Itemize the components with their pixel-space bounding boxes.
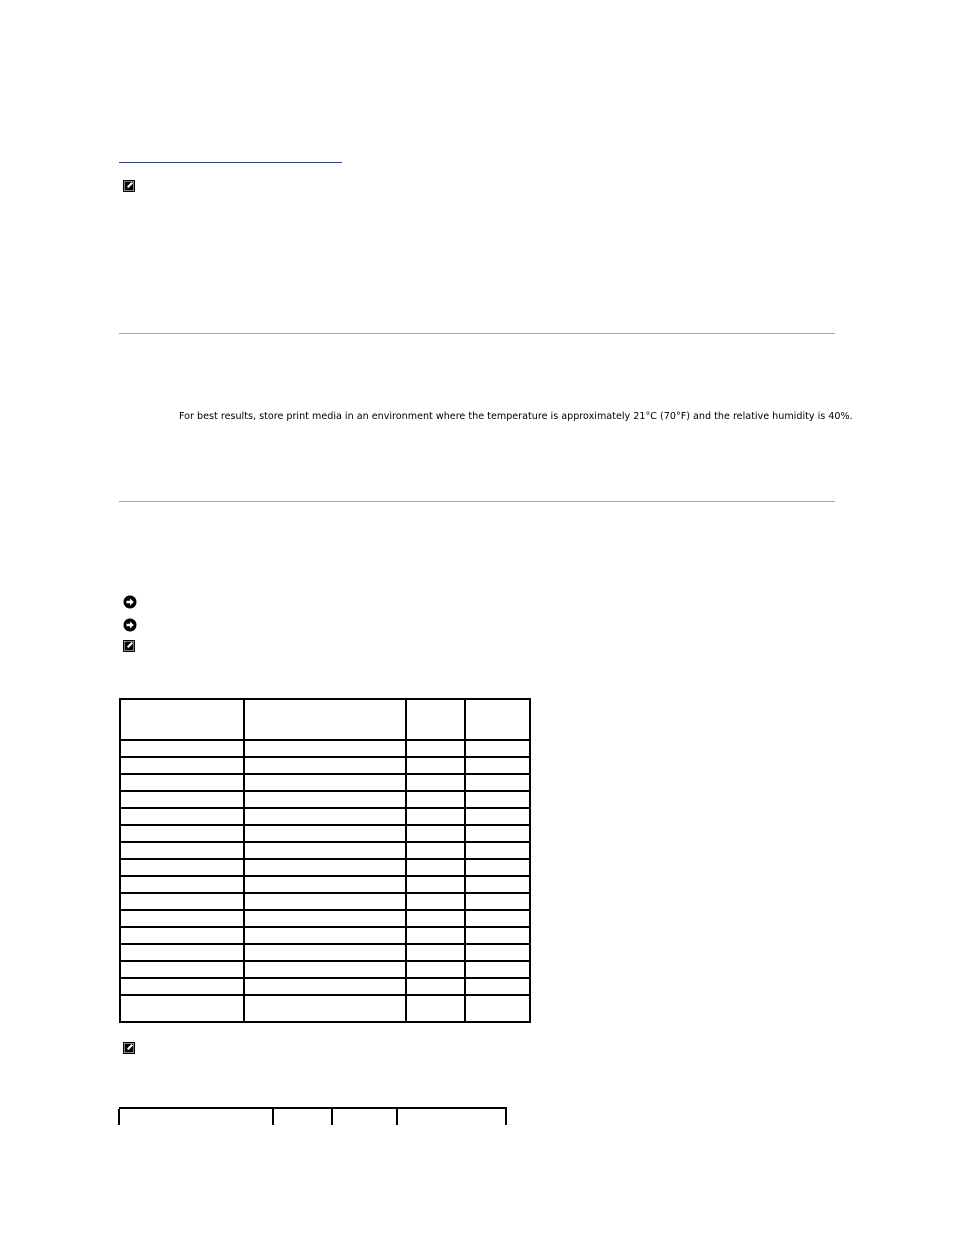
table-cell bbox=[120, 944, 244, 961]
table-cell bbox=[406, 927, 465, 944]
table-cell bbox=[465, 876, 530, 893]
table-cell bbox=[120, 825, 244, 842]
table-cell bbox=[465, 808, 530, 825]
note-pencil-icon bbox=[123, 640, 135, 652]
table-cell bbox=[406, 791, 465, 808]
table-cell bbox=[406, 842, 465, 859]
table-cell bbox=[120, 927, 244, 944]
second-table bbox=[119, 1107, 507, 1125]
table-cell bbox=[465, 825, 530, 842]
table-cell bbox=[465, 774, 530, 791]
table-header-row bbox=[120, 699, 530, 740]
table-cell bbox=[465, 842, 530, 859]
table-cell bbox=[406, 876, 465, 893]
table-cell bbox=[465, 791, 530, 808]
table-cell bbox=[244, 978, 406, 995]
table-cell bbox=[244, 842, 406, 859]
table-row bbox=[120, 910, 530, 927]
table-cell bbox=[244, 791, 406, 808]
table-cell bbox=[406, 893, 465, 910]
table-cell bbox=[406, 910, 465, 927]
table-cell bbox=[465, 859, 530, 876]
section-divider bbox=[119, 501, 835, 502]
table-cell bbox=[244, 910, 406, 927]
table-cell bbox=[120, 757, 244, 774]
table-cell bbox=[465, 910, 530, 927]
table-cell bbox=[465, 944, 530, 961]
table-row bbox=[120, 791, 530, 808]
table-cell bbox=[244, 825, 406, 842]
table-cell bbox=[406, 859, 465, 876]
table-cell bbox=[244, 995, 406, 1022]
table-row bbox=[120, 893, 530, 910]
table-row bbox=[120, 842, 530, 859]
table-cell bbox=[244, 740, 406, 757]
table-column-line bbox=[396, 1109, 398, 1125]
table-cell bbox=[244, 859, 406, 876]
table-cell bbox=[406, 699, 465, 740]
notice-arrow-icon bbox=[123, 595, 137, 609]
table-cell bbox=[120, 978, 244, 995]
table-cell bbox=[465, 927, 530, 944]
table-cell bbox=[465, 893, 530, 910]
table-cell bbox=[465, 757, 530, 774]
notice-arrow-icon bbox=[123, 618, 137, 632]
table-row bbox=[120, 978, 530, 995]
table-cell bbox=[120, 995, 244, 1022]
table-row bbox=[120, 825, 530, 842]
table-cell bbox=[244, 699, 406, 740]
table-cell bbox=[120, 842, 244, 859]
table-row bbox=[120, 876, 530, 893]
table-cell bbox=[120, 774, 244, 791]
table-row bbox=[120, 859, 530, 876]
top-link[interactable] bbox=[119, 150, 342, 163]
table-cell bbox=[406, 825, 465, 842]
table-row bbox=[120, 995, 530, 1022]
table-cell bbox=[120, 699, 244, 740]
table-cell bbox=[406, 757, 465, 774]
table-cell bbox=[120, 791, 244, 808]
note-pencil-icon bbox=[123, 1042, 135, 1054]
table-cell bbox=[120, 893, 244, 910]
table-cell bbox=[406, 995, 465, 1022]
table-cell bbox=[244, 808, 406, 825]
table-row bbox=[120, 808, 530, 825]
table-cell bbox=[244, 774, 406, 791]
table-cell bbox=[120, 808, 244, 825]
table-cell bbox=[406, 944, 465, 961]
table-column-line bbox=[505, 1109, 507, 1125]
table-cell bbox=[244, 944, 406, 961]
table-cell bbox=[120, 961, 244, 978]
table-cell bbox=[465, 995, 530, 1022]
table-cell bbox=[406, 740, 465, 757]
table-row bbox=[120, 944, 530, 961]
table-cell bbox=[120, 740, 244, 757]
table-row bbox=[120, 774, 530, 791]
table-cell bbox=[406, 774, 465, 791]
note-pencil-icon bbox=[123, 180, 135, 192]
table-cell bbox=[406, 808, 465, 825]
table-row bbox=[120, 927, 530, 944]
table-cell bbox=[465, 740, 530, 757]
print-media-table bbox=[119, 698, 531, 1023]
storage-instructions: For best results, store print media in an environment where the temperature is approximately 21°C (70°F) and the relative humidity is 40%. bbox=[179, 411, 853, 422]
table-column-line bbox=[331, 1109, 333, 1125]
table-cell bbox=[244, 757, 406, 774]
table-cell bbox=[120, 876, 244, 893]
table-column-line bbox=[272, 1109, 274, 1125]
table-cell bbox=[244, 893, 406, 910]
table-cell bbox=[465, 961, 530, 978]
table-cell bbox=[120, 859, 244, 876]
table-row bbox=[120, 740, 530, 757]
table-cell bbox=[120, 910, 244, 927]
table-cell bbox=[244, 927, 406, 944]
table-cell bbox=[465, 978, 530, 995]
table-cell bbox=[244, 876, 406, 893]
table-cell bbox=[465, 699, 530, 740]
table-row bbox=[120, 757, 530, 774]
table-cell bbox=[406, 961, 465, 978]
table-cell bbox=[244, 961, 406, 978]
table-cell bbox=[406, 978, 465, 995]
section-divider bbox=[119, 333, 835, 334]
table-column-line bbox=[118, 1109, 120, 1125]
table-row bbox=[120, 961, 530, 978]
